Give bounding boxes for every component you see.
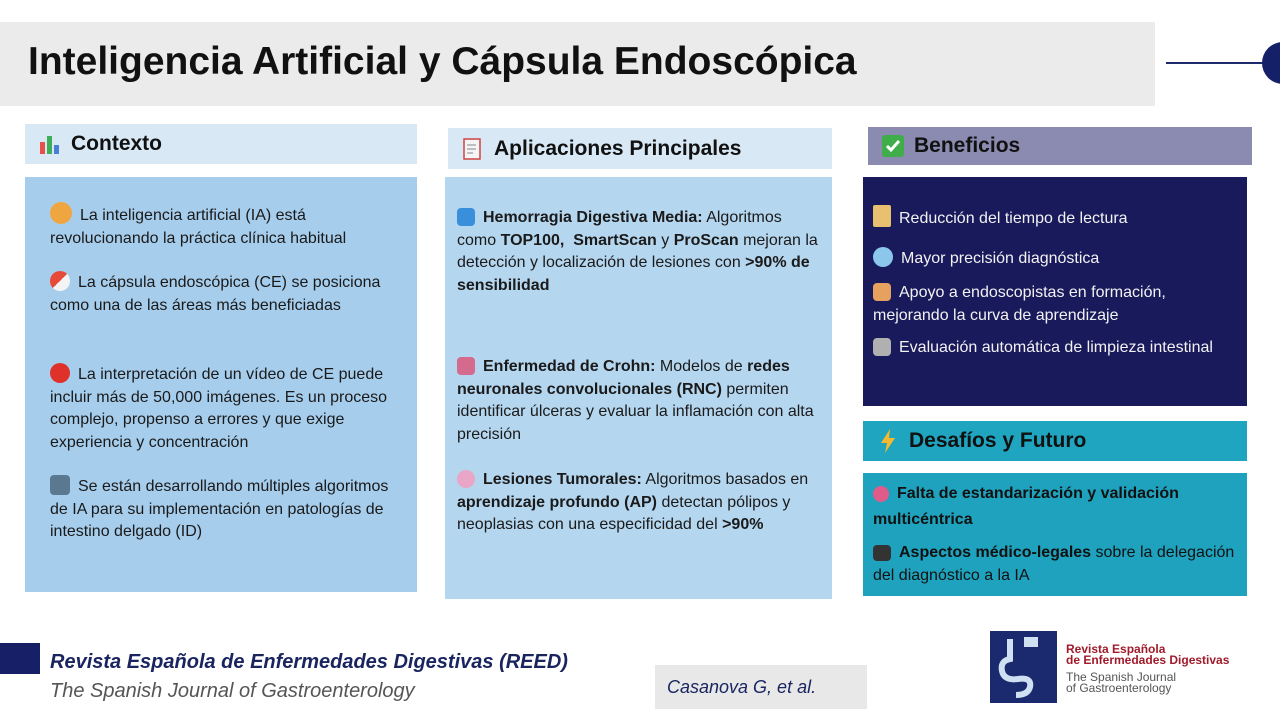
list-item: Reducción del tiempo de lectura	[863, 205, 1247, 231]
list-item: La inteligencia artificial (IA) está revolucionando la práctica clínica habitual	[25, 202, 417, 250]
decorative-circle	[1262, 42, 1280, 84]
desafios-panel	[863, 473, 1247, 596]
list-item: Hemorragia Digestiva Media: Algoritmos como TOP100, SmartScan y ProScan mejoran la detección y localización de lesiones con >90% de sensibilidad	[457, 209, 818, 294]
aplicaciones-header	[448, 128, 832, 169]
list-item: Lesiones Tumorales: Algoritmos basados en aprendizaje profundo (AP) detectan pólipos y neoplasias con una especificidad del >90%	[457, 471, 809, 533]
doctor-icon	[873, 283, 891, 301]
contexto-panel	[25, 177, 417, 592]
play-button-icon	[50, 363, 70, 383]
list-item: Evaluación automática de limpieza intestinal	[863, 337, 1247, 360]
beneficios-header	[868, 127, 1252, 165]
decorative-line	[1166, 62, 1264, 64]
list-item: Aspectos médico-legales sobre la delegación del diagnóstico a la IA	[873, 544, 1235, 584]
contexto-header	[25, 124, 417, 164]
list-item: Falta de estandarización y validación multicéntrica	[873, 485, 1179, 528]
people-icon	[873, 545, 891, 561]
author-credit: Casanova G, et al.	[667, 677, 817, 697]
beneficios-panel	[863, 177, 1247, 406]
list-item: La cápsula endoscópica (CE) se posiciona como una de las áreas más beneficiadas	[25, 271, 417, 317]
beneficios-header-label: Beneficios	[914, 134, 1021, 157]
list-item: Mayor precisión diagnóstica	[863, 247, 1247, 271]
cell-icon	[457, 470, 475, 488]
face-icon	[50, 202, 72, 224]
lightning-icon	[875, 428, 901, 454]
slide-title: Inteligencia Artificial y Cápsula Endoscópica	[28, 40, 857, 83]
desafios-header-label: Desafíos y Futuro	[909, 429, 1087, 452]
hospital-icon	[457, 357, 475, 375]
pill-icon	[50, 271, 70, 291]
aplicaciones-header-label: Aplicaciones Principales	[494, 136, 742, 160]
aplicaciones-panel	[445, 177, 832, 599]
brain-icon	[50, 475, 70, 495]
magnifier-icon	[873, 247, 893, 267]
bar-chart-icon	[37, 131, 63, 157]
contexto-header-label: Contexto	[71, 132, 162, 155]
journal-subtitle: The Spanish Journal of Gastroenterology	[50, 680, 415, 702]
tools-icon	[873, 338, 891, 356]
journal-name: Revista Española de Enfermedades Digestivas (REED)	[50, 651, 568, 673]
list-item: Enfermedad de Crohn: Modelos de redes neuronales convolucionales (RNC) permiten identificar úlceras y evaluar la inflamación con alta precisión	[457, 358, 814, 443]
refresh-icon	[457, 208, 475, 226]
journal-logo-icon	[990, 631, 1057, 703]
list-item: Apoyo a endoscopistas en formación, mejorando la curva de aprendizaje	[873, 284, 1166, 324]
check-mark-icon	[880, 133, 906, 159]
logo-subtitle: The Spanish Journal of Gastroenterology	[1066, 670, 1177, 695]
memo-icon	[460, 136, 486, 162]
pin-icon	[873, 486, 889, 502]
list-item: Se están desarrollando múltiples algoritmos de IA para su implementación en patologías de intestino delgado (ID)	[25, 475, 417, 544]
desafios-header	[863, 421, 1247, 461]
logo-title: Revista Española de Enfermedades Digestivas	[1066, 642, 1230, 667]
list-item: La interpretación de un vídeo de CE puede incluir más de 50,000 imágenes. Es un proceso complejo, propenso a errores y que exige experiencia y concentración	[25, 363, 417, 454]
hourglass-icon	[873, 205, 891, 227]
footer-accent	[0, 643, 40, 674]
